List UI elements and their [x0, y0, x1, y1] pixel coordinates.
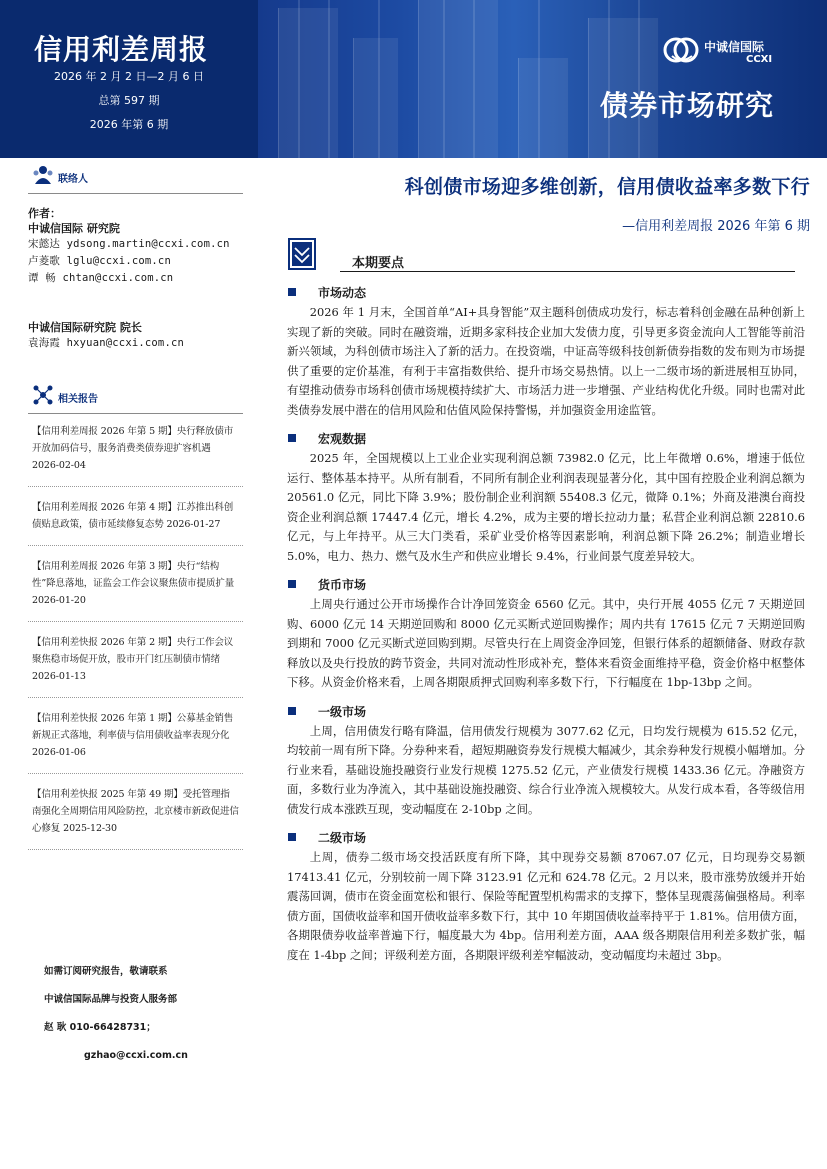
section-heading: 一级市场 [318, 704, 367, 719]
square-bullet-icon [288, 434, 296, 442]
contact-phone: 赵 耿 010-66428731； [44, 1022, 156, 1033]
issue-year: 2026 年第 6 期 [89, 118, 169, 131]
logo-en-text: CCXI [746, 54, 773, 65]
section-text: 上周，债券二级市场交投活跃度有所下降，其中现券交易额 87067.07 亿元，日均现券交易额 17413.41 亿元，分别较前一周下降 3123.91 亿元和 624.78 亿元。2 月以来，股市涨势放缓并开始震荡回调，债市在资金面宽松和银行、保险等配置型机构需求的支撑下，整体呈现震荡偏强格局。利率债方面，国债收益率和国开债收益率多数下行，其中 10 年期国债收益率持平于 1.81%。信用债方面，各期限债券收益率普遍下行，幅度最大为 4bp。信用利差方面，AAA 级各期限信用利差多数扩张，幅度在 1-4bp 之间；评级利差方面，各期限评级利差窄幅波动，变动幅度均未超过 3bp。 [287, 850, 805, 962]
main-content [282, 172, 810, 965]
author-entry[interactable]: 宋懿达 ydsong.martin@ccxi.com.cn [28, 238, 230, 250]
date-range: 2026 年 2 月 2 日—2 月 6 日 [54, 70, 204, 83]
contact-email[interactable]: gzhao@ccxi.com.cn [84, 1050, 188, 1061]
square-bullet-icon [288, 833, 296, 841]
section-heading: 货币市场 [318, 578, 367, 592]
section-text: 2025 年，全国规模以上工业企业实现利润总额 73982.0 亿元，比上年微增 0.6%，增速于低位运行、整体基本持平。从所有制看，不同所有制企业利润表现显著分化，其中国有控股企业利润总额为 20561.0 亿元，同比下降 3.9%；股份制企业利润额 55408.3 亿元，微降 0.1%；外商及港澳台商投资企业利润总额 17447.4 亿元，增长 4.2%，成为主要的增长拉动力量；私营企业利润总额 22810.6 亿元，与上年持平。从三大门类看，采矿业受价格等因素影响，利润总额下降 26.2%；制造业增长 5.0%，电力、热力、燃气及水生产和供应业增长 9.4%，行业间景气度差异较大。 [287, 451, 805, 563]
key-points-label: 本期要点 [352, 256, 405, 271]
related-section-header [28, 378, 243, 414]
section-text: 2026 年 1 月末，全国首单“AI+具身智能”双主题科创债成功发行，标志着科创金融在品种创新上实现了新的突破。同时在融资端，近期多家科技企业加大发债力度，引导更多资金流向人工智能等前沿新兴领域，为科创债市场注入了新的活力。在投资端，中证高等级科技创新债券指数的发布则为市场提供了重要的定价基准，有利于丰富指数供给、提升市场交易热情。以上一二级市场的新进展相互协同，有望推动债券市场科创债市场规模持续扩大、市场活力进一步增强、产业结构优化升级。同时也需对此类债券发展中潜在的信用风险和估值风险保持警惕，并加强资金用途监管。 [287, 305, 805, 417]
subscription-contact [44, 964, 244, 1076]
section-secondary-market [282, 829, 810, 965]
square-bullet-icon [288, 288, 296, 296]
contact-dept: 中诚信国际品牌与投资人服务部 [44, 994, 178, 1005]
report-title: 信用利差周报 [34, 33, 209, 66]
page-title: 科创债市场迎多维创新，信用债收益率多数下行 [404, 176, 810, 198]
section-text: 上周央行通过公开市场操作合计净回笼资金 6560 亿元。其中，央行开展 4055 亿元 7 天期逆回购、6000 亿元 14 天期逆回购和 8000 亿元买断式逆回购操作；周内共有 17615 亿元 7 天期逆回购到期和 7000 亿元买断式逆回购到期。尽管央行在上周资金净回笼，但银行体系的超额储备、财政存款释放以及央行投放的跨节资金，共同对流动性形成补充，整体来看资金面维持平稳，资金价格中枢整体下移。从资金价格来看，上周各期限质押式回购利率多数下行，下行幅度在 1bp-13bp 之间。 [287, 597, 805, 689]
key-points-header [282, 238, 810, 274]
author-block [28, 194, 243, 352]
document-icon [288, 238, 318, 270]
author-org: 中诚信国际 研究院 [28, 222, 120, 235]
section-primary-market [282, 703, 810, 820]
related-report-item[interactable]: 【信用利差周报 2026 年第 5 期】央行释放债市开放加码信号，服务消费类债券迎扩容机遇 2026-02-04 [28, 420, 243, 487]
dean-title: 中诚信国际研究院 院长 [28, 321, 142, 334]
sidebar [28, 158, 243, 859]
author-entry[interactable]: 卢菱歌 lglu@ccxi.com.cn [28, 255, 171, 267]
contact-section-header [28, 158, 243, 194]
section-text: 上周，信用债发行略有降温，信用债发行规模为 3077.62 亿元，日均发行规模为 615.52 亿元，均较前一周有所下降。分券种来看，超短期融资券发行规模大幅减少，其余券种发行规模小幅增加。分行业来看，基础设施投融资行业发行规模 1275.52 亿元，产业债发行规模 1433.36 亿元。净融资方面，多数行业为净流入，其中基础设施投融资、综合行业净流入规模较大。从发行成本看，各等级信用债发行成本涨跌互现，变动幅度在 2-10bp 之间。 [287, 723, 805, 816]
contact-label: 联络人 [58, 174, 88, 185]
key-points-rule [340, 271, 795, 272]
section-market-dynamics [282, 284, 810, 420]
section-heading: 宏观数据 [318, 432, 367, 446]
section-heading: 市场动态 [318, 286, 367, 300]
dean-entry[interactable]: 袁海霞 hxyuan@ccxi.com.cn [28, 337, 185, 349]
series-title: 债券市场研究 [600, 89, 775, 122]
network-icon [32, 384, 54, 406]
square-bullet-icon [288, 580, 296, 588]
square-bullet-icon [288, 707, 296, 715]
related-reports-list [28, 414, 243, 850]
author-entry[interactable]: 谭 畅 chtan@ccxi.com.cn [28, 272, 174, 284]
contact-note: 如需订阅研究报告，敬请联系 [44, 966, 168, 977]
page-subtitle: —信用利差周报 2026 年第 6 期 [622, 219, 810, 234]
report-header [0, 0, 827, 158]
people-icon [32, 164, 54, 186]
ccxi-logo [662, 30, 792, 72]
ccxi-logo-icon [662, 34, 702, 66]
author-label: 作者： [28, 207, 61, 220]
logo-cn-text: 中诚信国际 [704, 40, 765, 54]
section-money-market [282, 576, 810, 693]
related-report-item[interactable]: 【信用利差快报 2025 年第 49 期】受托管理指南强化全周期信用风险防控，北京楼市新政促进信心修复 2025-12-30 [28, 783, 243, 850]
issue-total: 总第 597 期 [98, 94, 160, 107]
section-macro-data [282, 430, 810, 566]
section-heading: 二级市场 [318, 831, 367, 845]
header-building-image [258, 0, 827, 158]
related-report-item[interactable]: 【信用利差快报 2026 年第 2 期】央行工作会议聚焦稳市场促开放，股市开门红压制债市情绪 2026-01-13 [28, 631, 243, 698]
related-label: 相关报告 [58, 394, 98, 405]
related-report-item[interactable]: 【信用利差周报 2026 年第 4 期】江苏推出科创债贴息政策，债市延续修复态势 2026-01-27 [28, 496, 243, 546]
related-report-item[interactable]: 【信用利差周报 2026 年第 3 期】央行“结构性”降息落地，证监会工作会议聚焦债市提质扩量 2026-01-20 [28, 555, 243, 622]
related-report-item[interactable]: 【信用利差快报 2026 年第 1 期】公募基金销售新规正式落地，利率债与信用债收益率表现分化 2026-01-06 [28, 707, 243, 774]
